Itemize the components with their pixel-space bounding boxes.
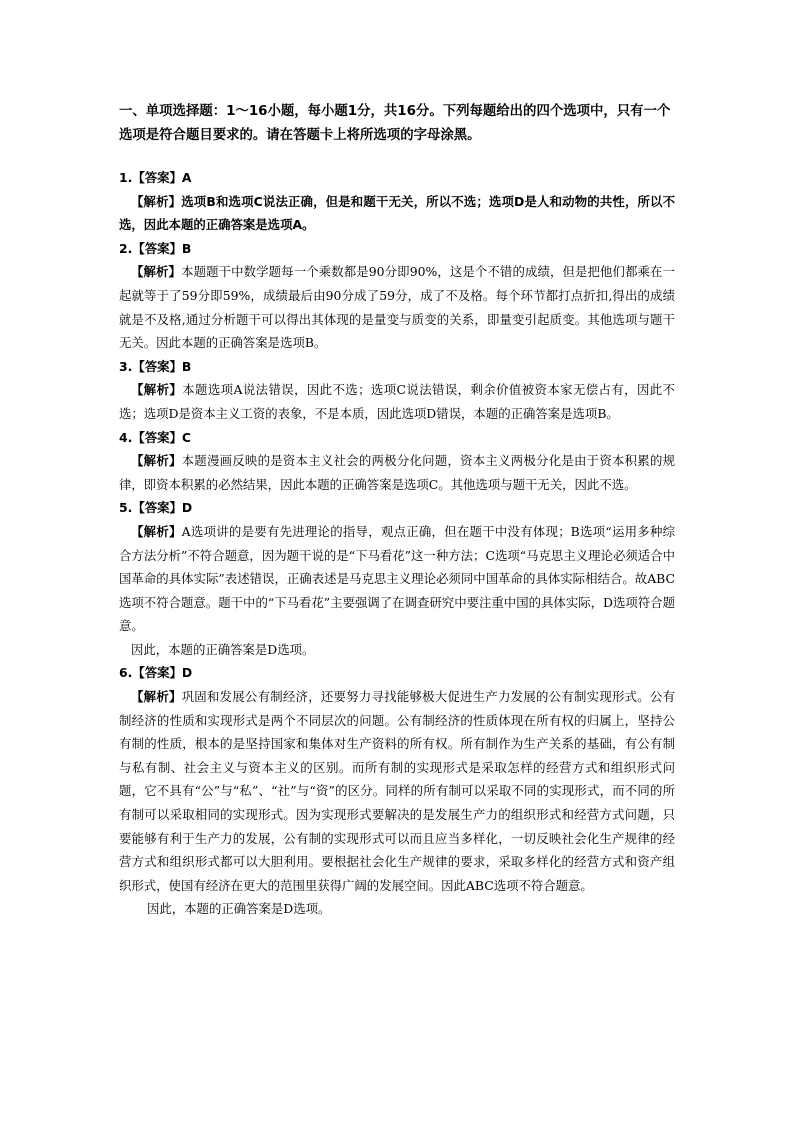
question-5 (119, 496, 675, 661)
question-4 (119, 426, 675, 497)
analysis-label: 【解析】 (131, 689, 182, 705)
question-number: 1. (119, 170, 133, 185)
section-heading: 一、单项选择题：1～16小题，每小题1分，共16分。下列每题给出的四个选项中，只有一个选项是符合题目要求的。请在答题卡上将所选项的字母涂黑。 (119, 104, 671, 143)
answer-line (119, 661, 675, 685)
question-number: 3. (119, 358, 133, 374)
document-page (119, 100, 675, 921)
analysis-paragraph (119, 260, 675, 354)
analysis-text: 本题选项A说法错误，因此不选；选项C说法错误，剩余价值被资本家无偿占有，因此不选；选项D是资本主义工资的表象，不是本质，因此选项D错误，本题的正确答案是选项B。 (119, 382, 675, 421)
analysis-label: 【解析】 (131, 382, 183, 398)
question-2 (119, 237, 675, 355)
question-3 (119, 355, 675, 426)
analysis-paragraph (119, 449, 675, 496)
answer-label: 【答案】 (132, 170, 182, 185)
analysis-text: 本题题干中数学题每一个乘数都是90分即90%，这是个不错的成绩，但是把他们都乘在一起就等于了59分即59%，成绩最后由90分成了59分，成了不及格。每个环节都打点折扣,得出的成绩就是不及格,通过分析题干可以得出其体现的是量变与质变的关系，即量变引起质变。其他选项与题干无关。因此本题的正确答案是选项B。 (119, 264, 675, 351)
answer-line (119, 355, 675, 379)
answer-value: B (181, 240, 192, 256)
question-6 (119, 661, 675, 921)
analysis-label: 【解析】 (131, 193, 182, 209)
answer-label: 【答案】 (132, 429, 182, 445)
analysis-paragraph (119, 190, 675, 237)
answer-value: D (181, 665, 193, 681)
analysis-text: A选项讲的是要有先进理论的指导，观点正确，但在题干中没有体现；B选项“运用多种综合方法分析”不符合题意，因为题干说的是“下马看花”这一种方法；C选项“马克思主义理论必须适合中国革命的具体实际”表述错误，正确表述是马克思主义理论必须同中国革命的具体实际相结合。故ABC选项不符合题意。题干中的“下马看花”主要强调了在调查研究中要注重中国的具体实际，D选项符合题意。 (119, 523, 676, 634)
conclusion-text: 因此，本题的正确答案是D选项。 (147, 901, 331, 917)
answer-value: A (181, 170, 192, 185)
question-1 (119, 166, 675, 237)
analysis-label: 【解析】 (131, 453, 182, 469)
answer-value: B (181, 358, 192, 374)
answer-line (119, 426, 675, 450)
answer-line (119, 496, 675, 520)
analysis-text: 本题漫画反映的是资本主义社会的两极分化问题，资本主义两极分化是由于资本积累的规律，即资本积累的必然结果，因此本题的正确答案是选项C。其他选项与题干无关，因此不选。 (119, 453, 676, 492)
conclusion-text: 因此，本题的正确答案是D选项。 (131, 641, 315, 657)
question-number: 4. (119, 429, 133, 445)
analysis-paragraph (119, 685, 675, 897)
answer-label: 【答案】 (132, 500, 182, 516)
answer-value: D (181, 500, 193, 516)
analysis-label: 【解析】 (131, 523, 182, 539)
analysis-label: 【解析】 (131, 264, 182, 280)
analysis-text: 选项B和选项C说法正确，但是和题干无关，所以不选；选项D是人和动物的共性，所以不选，因此本题的正确答案是选项A。 (119, 193, 676, 233)
question-number: 5. (119, 500, 133, 516)
answer-label: 【答案】 (132, 358, 182, 374)
answer-value: C (181, 429, 191, 445)
answer-label: 【答案】 (132, 240, 182, 256)
analysis-text: 巩固和发展公有制经济，还要努力寻找能够极大促进生产力发展的公有制实现形式。公有制经济的性质和实现形式是两个不同层次的问题。公有制经济的性质体现在所有权的归属上，坚持公有制的性质，根本的是坚持国家和集体对生产资料的所有权。所有制作为生产关系的基础，有公有制与私有制、社会主义与资本主义的区别。而所有制的实现形式是采取怎样的经营方式和组织形式问题，它不具有“公”与“私”、“社”与“资”的区分。同样的所有制可以采取不同的实现形式，而不同的所有制可以采取相同的实现形式。因为实现形式要解决的是发展生产力的组织形式和经营方式问题，只要能够有利于生产力的发展，公有制的实现形式可以而且应当多样化，一切反映社会化生产规律的经营方式和组织形式都可以大胆利用。要根据社会化生产规律的要求，采取多样化的经营方式和资产组织形式，使国有经济在更大的范围里获得广阔的发展空间。因此ABC选项不符合题意。 (119, 689, 676, 893)
analysis-paragraph (119, 520, 675, 638)
question-number: 6. (119, 665, 133, 681)
answer-label: 【答案】 (132, 665, 182, 681)
analysis-paragraph (119, 378, 675, 425)
answer-line (119, 237, 675, 261)
answer-line (119, 166, 675, 190)
question-number: 2. (119, 240, 133, 256)
